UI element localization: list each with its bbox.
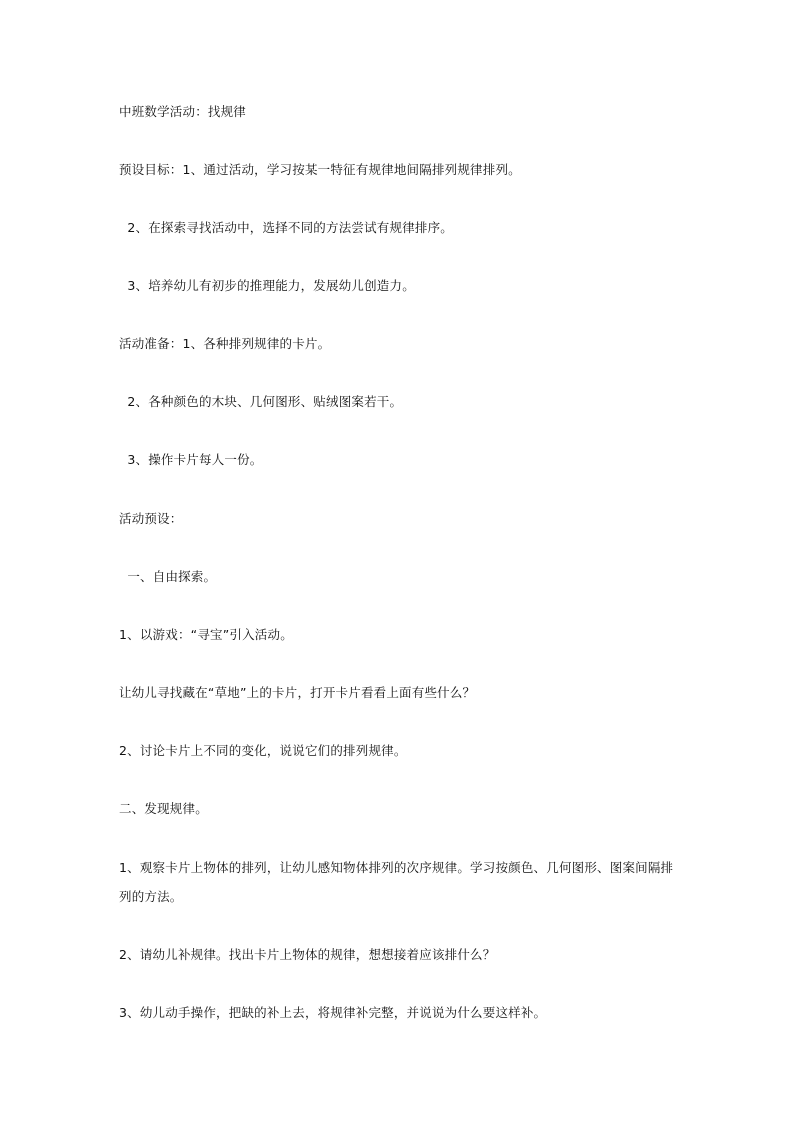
step-1-2: 2、讨论卡片上不同的变化，说说它们的排列规律。: [119, 743, 407, 758]
document-title: 中班数学活动：找规律: [119, 104, 247, 119]
prep-line-1: 活动准备：1、各种排列规律的卡片。: [119, 336, 331, 351]
goal-line-2: 2、在探索寻找活动中，选择不同的方法尝试有规律排序。: [119, 220, 454, 235]
prep-line-3: 3、操作卡片每人一份。: [119, 452, 263, 467]
section-one-heading: 一、自由探索。: [119, 569, 217, 584]
step-1-1-detail: 让幼儿寻找藏在“草地”上的卡片，打开卡片看看上面有些什么？: [119, 685, 476, 700]
prep-line-2: 2、各种颜色的木块、几何图形、贴绒图案若干。: [119, 394, 403, 409]
step-2-2: 2、请幼儿补规律。找出卡片上物体的规律，想想接着应该排什么？: [119, 947, 496, 962]
step-2-3: 3、幼儿动手操作，把缺的补上去，将规律补完整，并说说为什么要这样补。: [119, 1005, 547, 1020]
goal-line-1: 预设目标：1、通过活动，学习按某一特征有规律地间隔排列规律排列。: [119, 162, 521, 177]
step-2-1: 1、观察卡片上物体的排列，让幼儿感知物体排列的次序规律。学习按颜色、几何图形、图案间隔排列的方法。: [119, 860, 674, 904]
goal-line-3: 3、培养幼儿有初步的推理能力，发展幼儿创造力。: [119, 278, 415, 293]
activity-heading: 活动预设：: [119, 511, 183, 526]
section-two-heading: 二、发现规律。: [119, 801, 208, 816]
step-1-1: 1、以游戏：“寻宝”引入活动。: [119, 627, 293, 642]
